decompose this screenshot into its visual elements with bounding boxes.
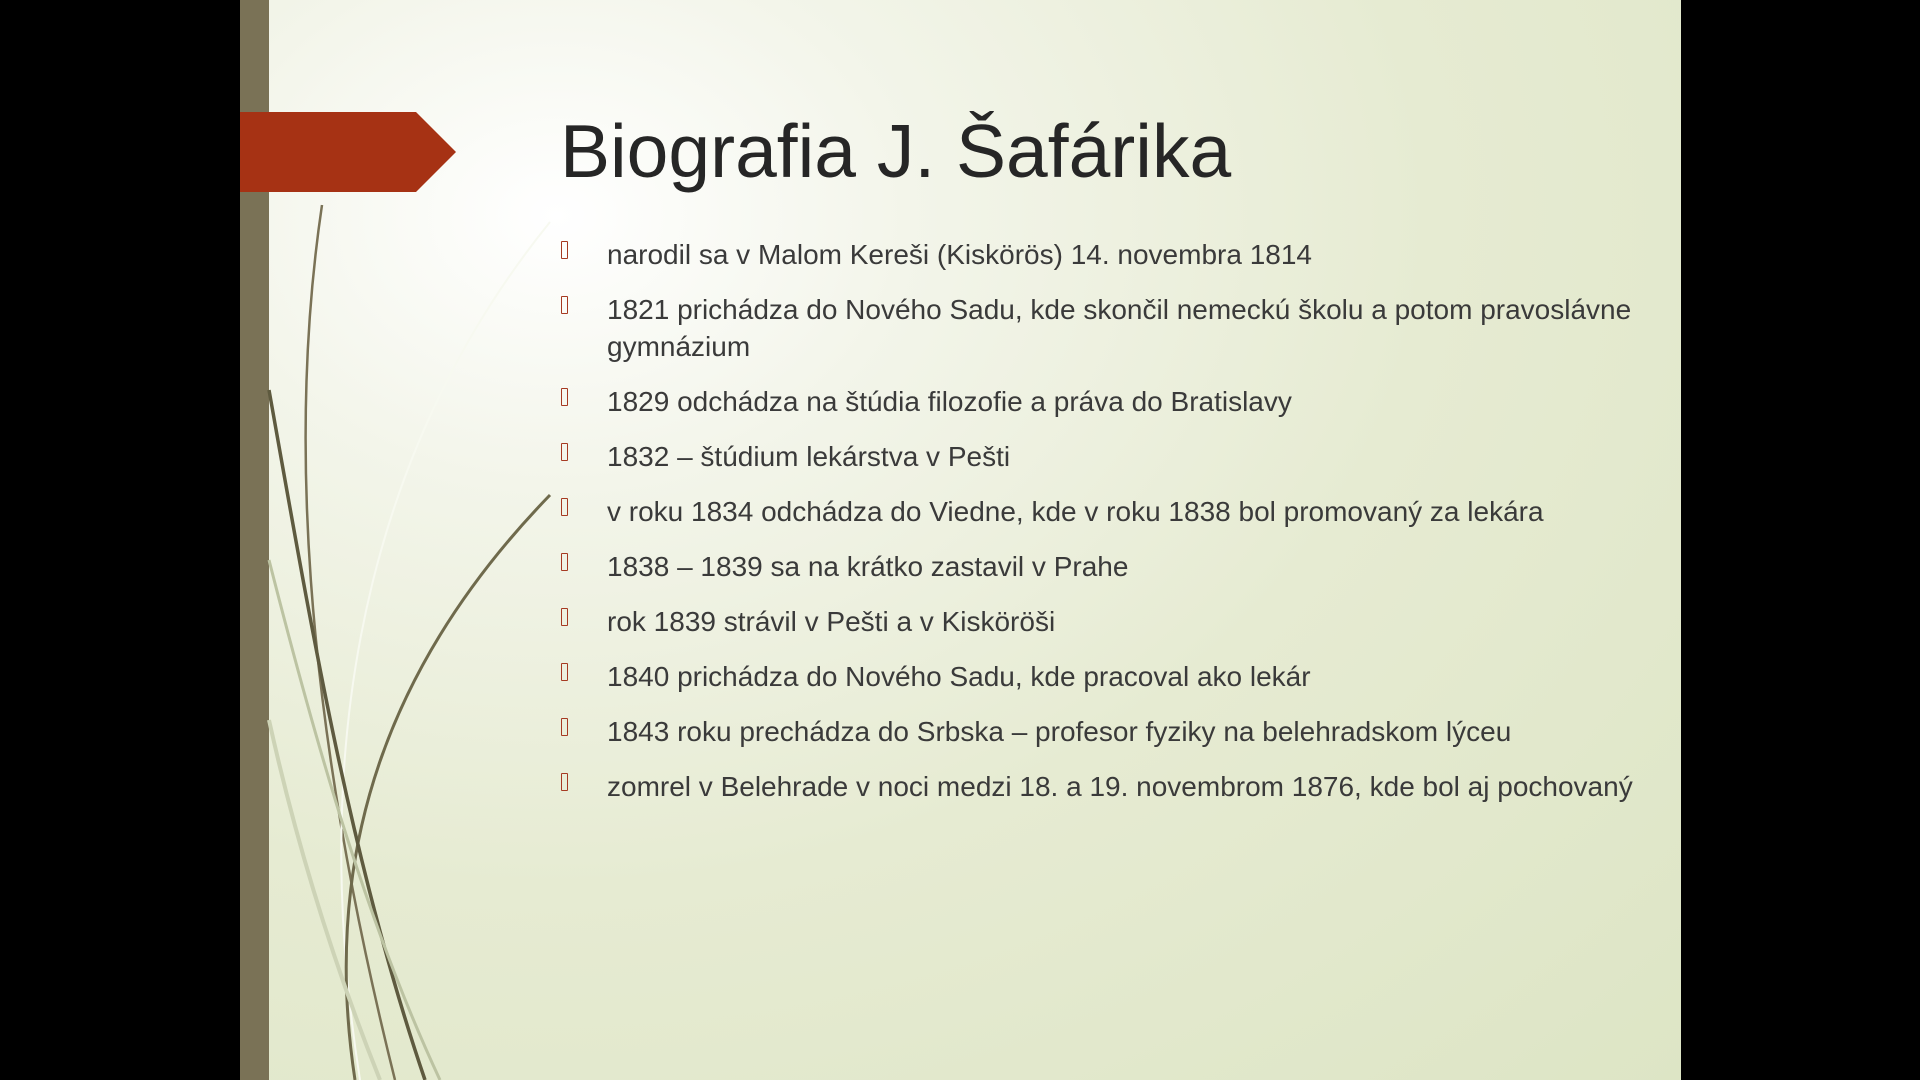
bullet-text: 1832 – štúdium lekárstva v Pešti (607, 441, 1011, 472)
bullet-marker-icon (561, 608, 568, 626)
bullet-item (560, 768, 1640, 805)
bullet-text: v roku 1834 odchádza do Viedne, kde v roku 1838 bol promovaný za lekára (607, 496, 1544, 527)
bullet-item (560, 236, 1640, 273)
bullet-item (560, 603, 1640, 640)
bullet-item (560, 713, 1640, 750)
bullet-item (560, 438, 1640, 475)
slide (240, 0, 1681, 1080)
bullet-marker-icon (561, 296, 568, 314)
bullet-marker-icon (561, 773, 568, 791)
bullet-marker-icon (561, 443, 568, 461)
title-arrow-shape (240, 112, 456, 192)
bullet-marker-icon (561, 553, 568, 571)
bullet-text: 1840 prichádza do Nového Sadu, kde pracoval ako lekár (607, 661, 1311, 692)
bullet-text: 1838 – 1839 sa na krátko zastavil v Prahe (607, 551, 1129, 582)
slide-title: Biografia J. Šafárika (560, 109, 1232, 193)
bullet-marker-icon (561, 241, 568, 259)
bullet-item (560, 658, 1640, 695)
bullet-text: 1843 roku prechádza do Srbska – profesor fyziky na belehradskom lýceu (607, 716, 1512, 747)
bullet-text: zomrel v Belehrade v noci medzi 18. a 19. novembrom 1876, kde bol aj pochovaný (607, 771, 1633, 802)
bullet-text: rok 1839 strávil v Pešti a v Kisköröši (607, 606, 1056, 637)
bullet-marker-icon (561, 498, 568, 516)
bullet-item (560, 291, 1640, 365)
bullet-list (560, 236, 1640, 823)
bullet-item (560, 493, 1640, 530)
bullet-marker-icon (561, 388, 568, 406)
bullet-text: narodil sa v Malom Kereši (Kiskörös) 14. novembra 1814 (607, 239, 1312, 270)
bullet-marker-icon (561, 663, 568, 681)
bullet-text: 1829 odchádza na štúdia filozofie a práva do Bratislavy (607, 386, 1292, 417)
bullet-item (560, 548, 1640, 585)
bullet-item (560, 383, 1640, 420)
bullet-text: 1821 prichádza do Nového Sadu, kde skončil nemeckú školu a potom pravoslávne gymnázium (607, 294, 1632, 362)
bullet-marker-icon (561, 718, 568, 736)
